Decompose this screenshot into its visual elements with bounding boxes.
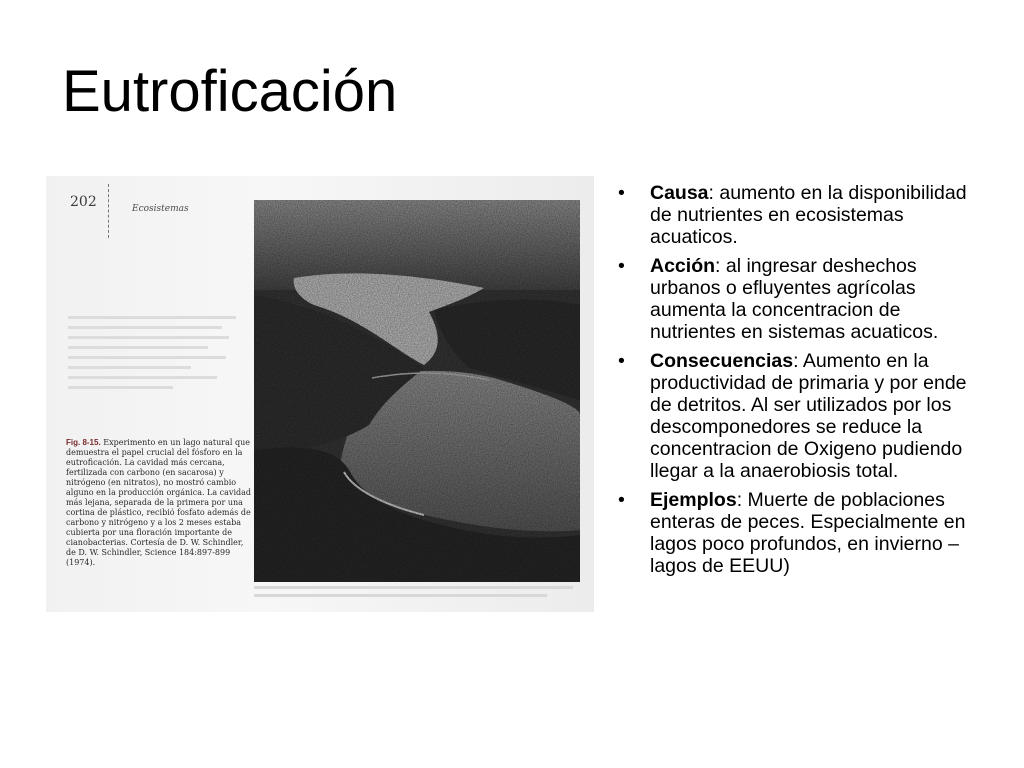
bullet-ejemplos	[618, 489, 978, 577]
bullet-term: Ejemplos	[650, 489, 737, 511]
bullet-dot: •	[618, 182, 625, 204]
caption-text: Experimento en un lago natural que demuestra el papel crucial del fósforo en la eutroficación. La cavidad más cercana, fertilizada con carbono (en sacarosa) y nitrógeno (en nitratos), no mostró cambio alguno en la producción orgánica. La cavidad más lejana, separada de la primera por una cortina de plástico, recibió fosfato además de carbono y nitrógeno y a los 2 meses estaba cubierta por una floración importante de cianobacterias. Cortesía de D. W. Schindler, de D. W. Schindler, Science 184:897-899 (1974).	[66, 438, 252, 567]
bullet-term: Consecuencias	[650, 350, 794, 372]
bullet-dot: •	[618, 489, 625, 511]
textbook-scan-figure	[46, 176, 594, 612]
bullet-accion	[618, 255, 978, 343]
bullet-consecuencias	[618, 350, 978, 482]
faded-body-text	[68, 316, 243, 436]
bullet-text: : Aumento en la productividad de primaria y por ende de detritos. Al ser utilizados por los descomponedores se reduce la concentracion de Oxigeno pudiendo llegar a la anaerobiosis total.	[650, 350, 967, 482]
bullet-causa	[618, 182, 978, 248]
slide-title: Eutroficación	[62, 59, 398, 124]
figure-section-heading: Ecosistemas	[132, 204, 189, 214]
bullet-term: Causa	[650, 182, 709, 204]
bullet-dot: •	[618, 350, 625, 372]
bullet-term: Acción	[650, 255, 716, 277]
bullet-text: : al ingresar deshechos urbanos o efluyentes agrícolas aumenta la concentracion de nutrientes en sistemas acuaticos.	[650, 255, 939, 343]
bullet-text: : Muerte de poblaciones enteras de peces. Especialmente en lagos poco profundos, en invierno – lagos de EEUU)	[650, 489, 966, 577]
figure-caption	[66, 438, 252, 568]
bullet-text: : aumento en la disponibilidad de nutrientes en ecosistemas acuaticos.	[650, 182, 967, 248]
faded-bottom-text	[254, 586, 580, 606]
figure-page-number: 202	[70, 194, 97, 210]
page-divider	[108, 184, 110, 238]
bullet-list	[618, 182, 978, 584]
caption-label: Fig. 8-15.	[66, 438, 101, 447]
bullet-dot: •	[618, 255, 625, 277]
lake-aerial-photo	[254, 200, 580, 582]
